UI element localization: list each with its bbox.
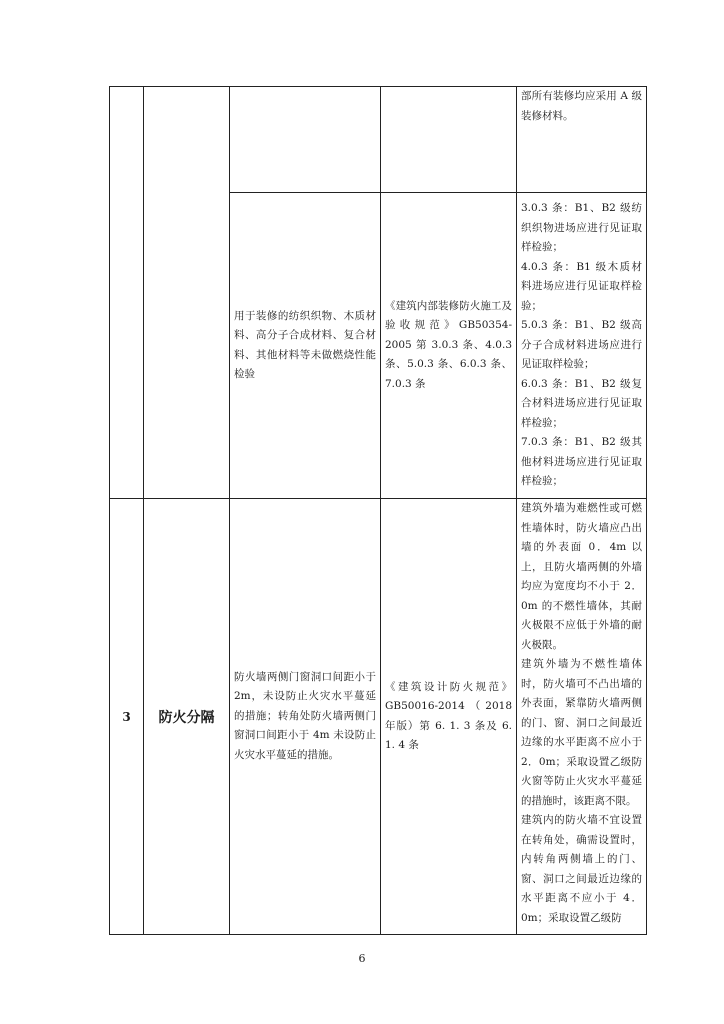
seq-cell: [110, 499, 144, 935]
inspection-table: [109, 86, 647, 935]
seq-cell: [110, 87, 144, 499]
basis-cell: [381, 87, 517, 193]
category-cell: [144, 87, 230, 499]
requirement-text: 建筑外墙为不燃性墙体时，防火墙可不凸出墙的外表面，紧靠防火墙两侧的门、窗、洞口之间最近边缘的水平距离不应小于 2．0m；采取设置乙级防火窗等防止火灾水平蔓延的措施时，该距离不限。: [521, 658, 642, 807]
requirement-text: 5.0.3 条：B1、B2 级高分子合成材料进场应进行见证取样检验；: [521, 319, 642, 371]
seq-number: 3: [122, 709, 131, 724]
requirement-text: 3.0.3 条：B1、B2 级纺织织物进场应进行见证取样检验；: [521, 202, 642, 254]
requirement-text: 部所有装修均应采用 A 级装修材料。: [521, 90, 642, 122]
item-cell: [230, 499, 381, 935]
requirement-cell: [517, 193, 647, 499]
requirement-text: 建筑外墙为难燃性或可燃性墙体时，防火墙应凸出墙的外表面 0．4m 以上，且防火墙两侧的外墙均应为宽度均不小于 2．0m 的不燃性墙体，其耐火极限不应低于外墙的耐火极限。: [521, 502, 642, 651]
requirement-text: 建筑内的防火墙不宜设置在转角处，确需设置时，内转角两侧墙上的门、窗、洞口之间最近边缘的水平距离不应小于 4．0m；采取设置乙级防: [521, 814, 642, 924]
requirement-text: 6.0.3 条：B1、B2 级复合材料进场应进行见证取样检验；: [521, 377, 642, 429]
category-cell: [144, 499, 230, 935]
item-cell: [230, 87, 381, 193]
table-row: [110, 87, 647, 193]
basis-text: 《建筑内部装修防火施工及验收规范》GB50354-2005 第 3.0.3 条、4.0.3 条、5.0.3 条、6.0.3 条、7.0.3 条: [385, 299, 516, 390]
requirement-cell: [517, 499, 647, 935]
requirement-cell: [517, 87, 647, 193]
item-text: 防火墙两侧门窗洞口间距小于 2m，未设防止火灾水平蔓延的措施；转角处防火墙两侧门窗洞口间距小于 4m 未设防止火灾水平蔓延的措施。: [234, 670, 380, 761]
basis-cell: [381, 193, 517, 499]
basis-text: 《建筑设计防火规范》GB50016-2014（2018 年版）第 6. 1. 3 条及 6. 1. 4 条: [385, 680, 516, 751]
item-cell: [230, 193, 381, 499]
basis-cell: [381, 499, 517, 935]
category-label: 防火分隔: [158, 709, 215, 726]
item-text: 用于装修的纺织织物、木质材料、高分子合成材料、复合材料、其他材料等未做燃烧性能检验: [234, 309, 376, 380]
requirement-text: 4.0.3 条：B1 级木质材料进场应进行见证取样检验；: [521, 260, 642, 312]
page-number: 6: [358, 952, 366, 965]
requirement-text: 7.0.3 条：B1、B2 级其他材料进场应进行见证取样检验；: [521, 436, 642, 488]
table-row: [110, 499, 647, 935]
